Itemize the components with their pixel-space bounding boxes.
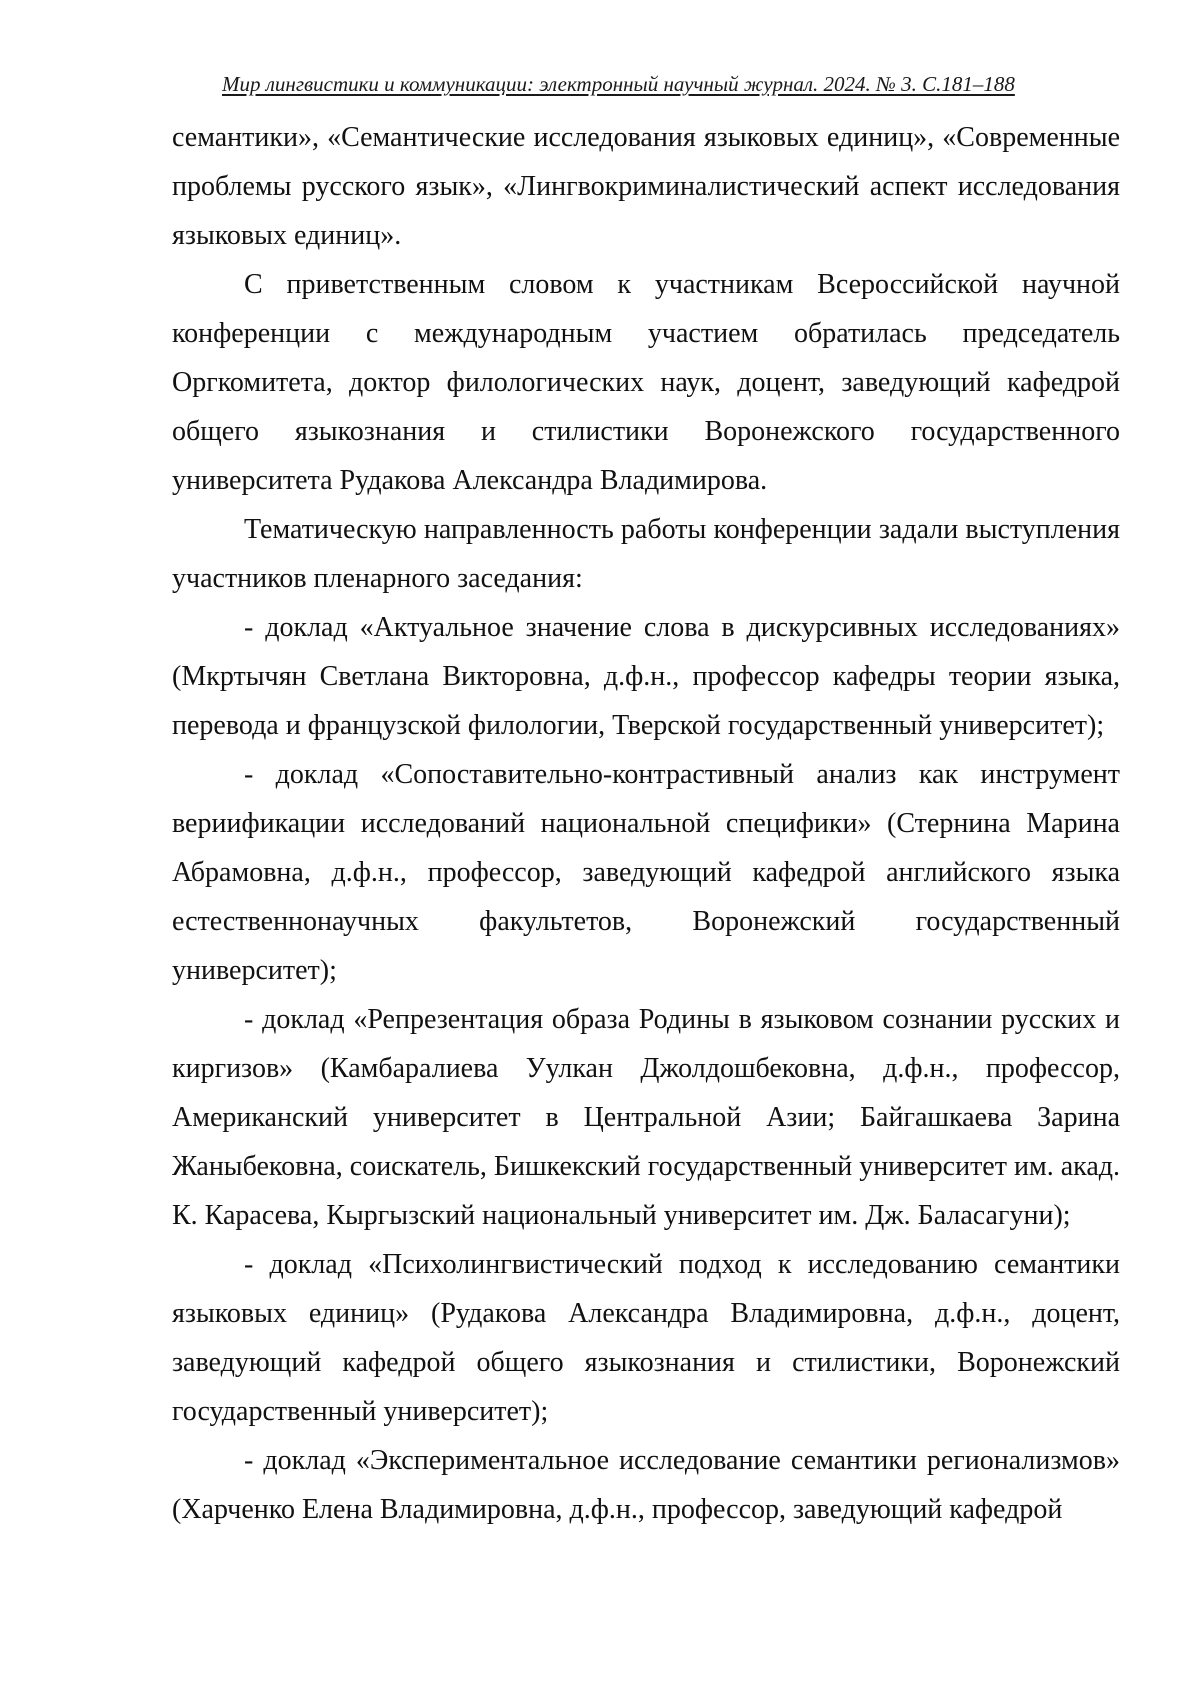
- journal-running-header: Мир лингвистики и коммуникации: электронный научный журнал. 2024. № 3. С.181–188: [222, 72, 1015, 96]
- paragraph-welcome-speech: С приветственным словом к участникам Всероссийской научной конференции с международным участием обратилась председатель Оргкомитета, доктор филологических наук, доцент, заведующий кафедрой общего языкознания и стилистики Воронежского государственного университета Рудакова Александра Владимирова.: [172, 269, 1120, 496]
- report-item: - доклад «Репрезентация образа Родины в языковом сознании русских и киргизов» (Камбаралиева Уулкан Джолдошбековна, д.ф.н., профессор, Американский университет в Центральной Азии; Байгашкаева Зарина Жаныбековна, соискатель, Бишкекский государственный университет им. акад. К. Карасева, Кыргызский национальный университет им. Дж. Баласагуни);: [172, 1004, 1120, 1231]
- article-body: [172, 113, 1120, 1534]
- report-item: - доклад «Сопоставительно-контрастивный анализ как инструмент вериификации исследований национальной специфики» (Стернина Марина Абрамовна, д.ф.н., профессор, заведующий кафедрой английского языка естественнонаучных факультетов, Воронежский государственный университет);: [172, 759, 1120, 986]
- paragraph-plenary-intro: Тематическую направленность работы конференции задали выступления участников пленарного заседания:: [172, 514, 1120, 594]
- report-item: - доклад «Экспериментальное исследование семантики регионализмов» (Харченко Елена Владимировна, д.ф.н., профессор, заведующий кафедрой: [172, 1445, 1120, 1525]
- report-item: - доклад «Актуальное значение слова в дискурсивных исследованиях» (Мкртычян Светлана Викторовна, д.ф.н., профессор кафедры теории языка, перевода и французской филологии, Тверской государственный университет);: [172, 612, 1120, 741]
- report-item: - доклад «Психолингвистический подход к исследованию семантики языковых единиц» (Рудакова Александра Владимировна, д.ф.н., доцент, заведующий кафедрой общего языкознания и стилистики, Воронежский государственный университет);: [172, 1249, 1120, 1427]
- paragraph-session-titles-continuation: семантики», «Семантические исследования языковых единиц», «Современные проблемы русского язык», «Лингвокриминалистический аспект исследования языковых единиц».: [172, 122, 1120, 251]
